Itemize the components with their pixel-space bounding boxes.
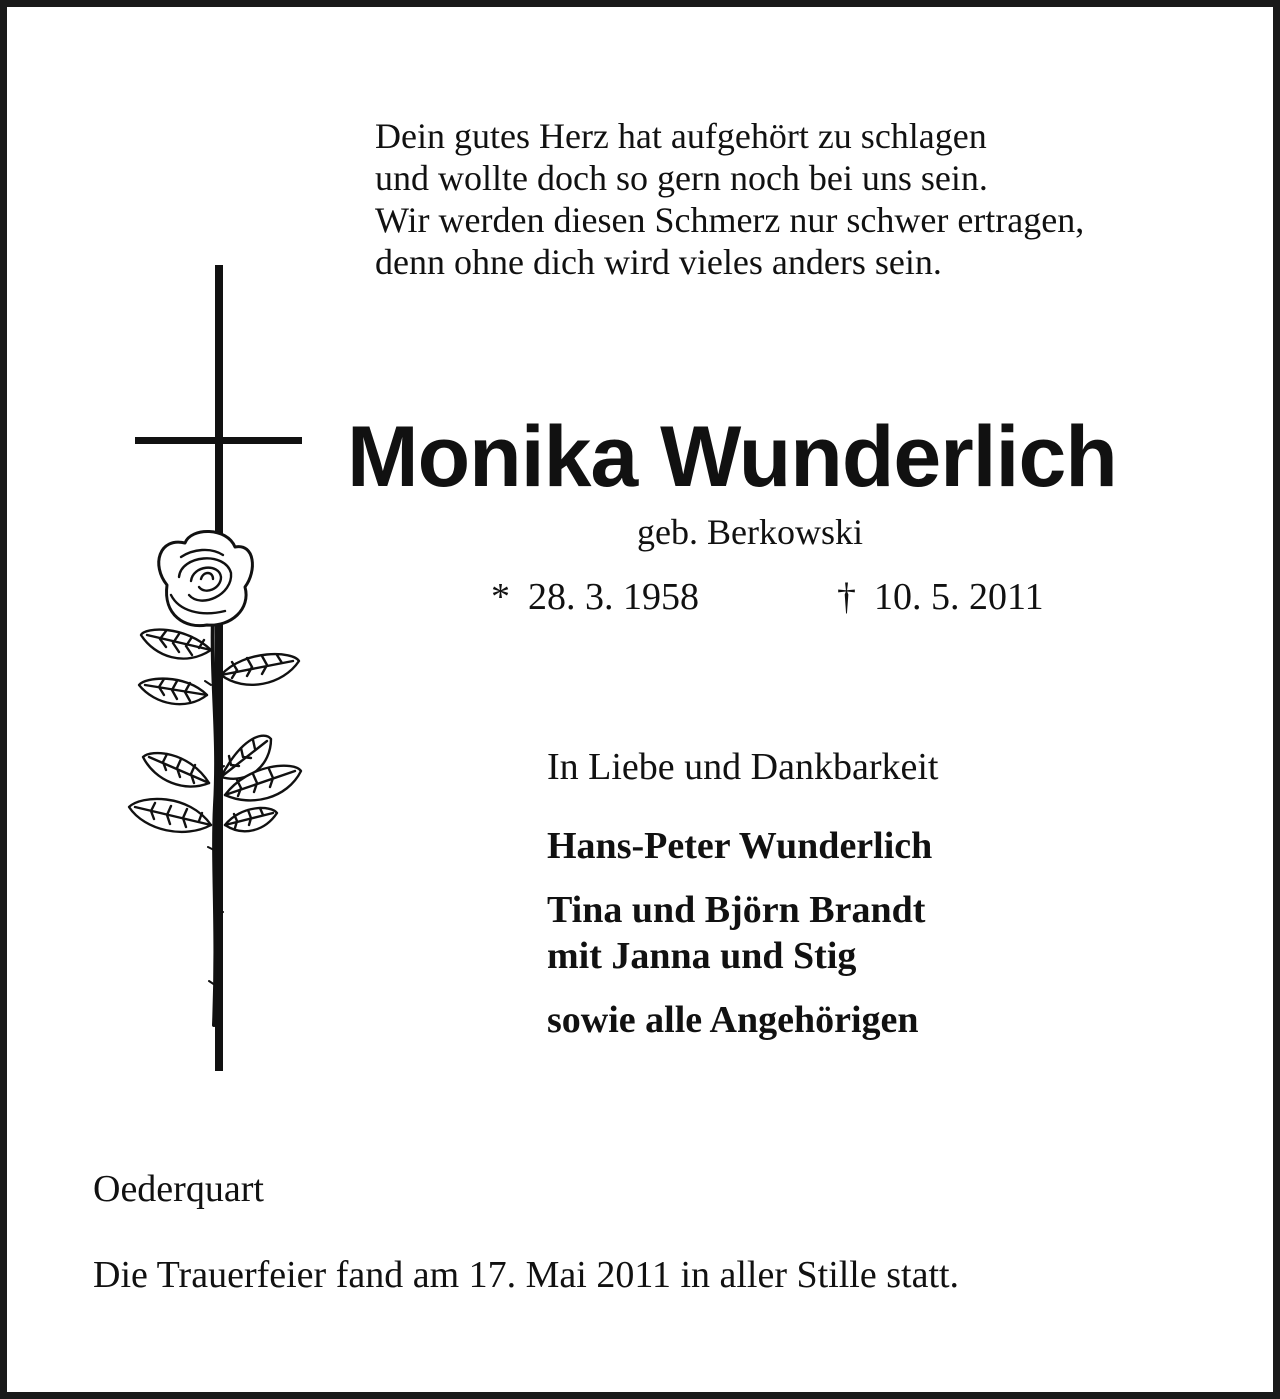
- maiden-name: geb. Berkowski: [637, 512, 863, 552]
- mourner-name: Tina und Björn Brandt: [547, 889, 926, 931]
- mourner-name: Hans-Peter Wunderlich: [547, 825, 933, 867]
- thanks-line: In Liebe und Dankbarkeit: [547, 746, 939, 788]
- place-name: Oederquart: [93, 1168, 264, 1210]
- poem-line: Wir werden diesen Schmerz nur schwer ertragen,: [375, 200, 1085, 240]
- rose-icon: [129, 531, 301, 1025]
- poem-line: Dein gutes Herz hat aufgehört zu schlagen: [375, 116, 987, 156]
- death-date: 10. 5. 2011: [874, 576, 1044, 618]
- poem-line: und wollte doch so gern noch bei uns sein.: [375, 158, 988, 198]
- mourner-name: mit Janna und Stig: [547, 935, 857, 977]
- memorial-poem: [375, 115, 1255, 283]
- death-date-line: [837, 575, 1044, 619]
- mourner-name: sowie alle Angehörigen: [547, 999, 919, 1041]
- birth-date-line: [491, 575, 699, 619]
- birth-star-icon: *: [491, 576, 510, 618]
- cross-with-rose: [115, 265, 315, 1071]
- service-note: Die Trauerfeier fand am 17. Mai 2011 in aller Stille statt.: [93, 1254, 960, 1296]
- poem-line: denn ohne dich wird vieles anders sein.: [375, 242, 942, 282]
- deceased-name: Monika Wunderlich: [347, 409, 1117, 505]
- death-dagger-icon: †: [837, 576, 856, 618]
- birth-date: 28. 3. 1958: [528, 576, 699, 618]
